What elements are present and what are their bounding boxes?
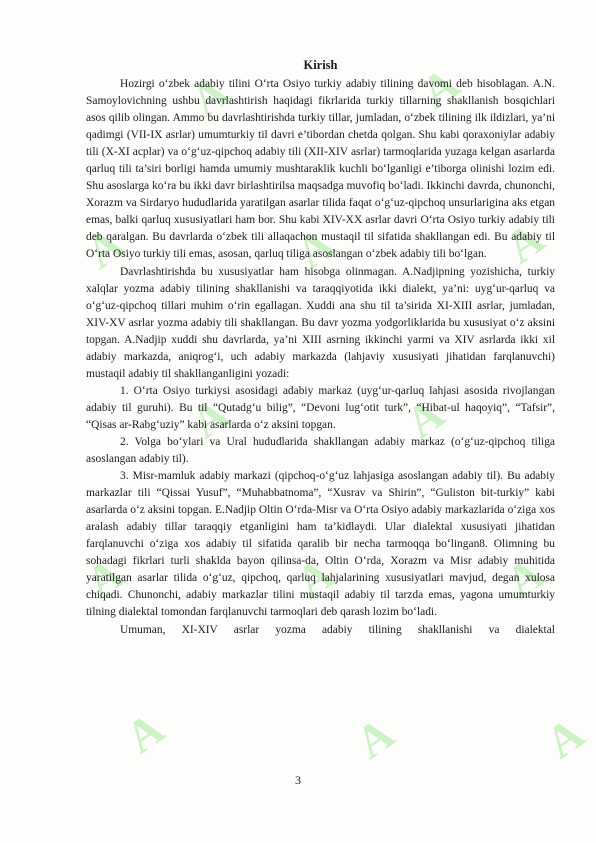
watermark-glyph: A <box>181 387 238 449</box>
page-number: 3 <box>295 773 301 787</box>
list-item: 2. Volga bo‘ylari va Ural hududlarida shakllangan adabiy markaz (o‘g‘uz-qipchoq tiliga asoslangan adabiy til). <box>86 435 555 466</box>
watermark-glyph: A <box>76 217 133 279</box>
watermark-glyph: A <box>76 547 133 609</box>
watermark-glyph: A <box>411 57 468 119</box>
page-title: Kirish <box>303 58 338 72</box>
paragraph: Hozirgi o‘zbek adabiy tilini O‘rta Osiyo turkiy adabiy tilining davomi deb hisoblagan. A.N. Samoylovichning ushbu davrlashtirish haqidagi fikrlarida turkiy tillarning shakllanish bosqichlari asos qilib olingan. Ammo bu davrlashtirishda turkiy tillar, jumladan, o‘zbek tilining ilk ildizlari, ya’ni qadimgi (VII-IX asrlar) umumturkiy til davri e’tibordan chetda qolgan. Shu kabi qoraxoniylar adabiy tili (X-XI acplar) va o‘g‘uz-qipchoq adabiy tili (XII-XIV asrlar) tarmoqlarida yuzaga kelgan asarlarda qarluq tili ta’siri borligi hamda umumiy mushtaraklik kuchli bo‘lganligi e’tiborga olinishi lozim edi. Shu asoslarga ko‘ra bu ikki davr birlashtirilsa maqsadga muvofiq bo‘ladi. Ikkinchi davrda, chunonchi, Xorazm va Sirdaryo hududlarida yaratilgan asarlar tilida faqat o‘g‘uz-qipchoq unsurlarigina aks etgan emas, balki qarluq xususiyatlari ham bor. Shu kabi XIV-XX asrlar davri O‘rta Osiyo turkiy adabiy tili deb qaralgan. Bu davrlarda o‘zbek tili allaqachon mustaqil til sifatida shakllangan edi. Bu adabiy til O‘rta Osiyo turkiy tili emas, asosan, qarluq tiliga asoslangan o‘zbek adabiy tili bo‘lgan. <box>86 78 555 261</box>
document-body <box>86 56 555 639</box>
list-item: 1. O‘rta Osiyo turkiysi asosidagi adabiy markaz (uyg‘ur-qarluq lahjasi asosida rivojlangan adabiy til guruhi). Bu til “Qutadg‘u bilig”, “Devoni lug‘otit turk”, “Hibat-ul haqoyiq”, “Tafsir”, “Qisas ar-Rabg‘uziy” kabi asarlarda o‘z aksini topgan. <box>86 384 555 431</box>
paragraph: Davrlashtirishda bu xususiyatlar ham hisobga olinmagan. A.Nadjipning yozishicha, turkiy xalqlar yozma adabiy tilining shakllanishi va taraqqiyotida ikki dialekt, ya’ni: uyg‘ur-qarluq va o‘g‘uz-qipchoq tillari muhim o‘rin egallagan. Xuddi ana shu til ta’sirida XI-XIII asrlar, jumladan, XIV-XV asrlar yozma adabiy tili shakllangan. Bu davr yozma yodgorliklarida bu xususiyat o‘z aksini topgan. A.Nadjip xuddi shu davrlarda, ya’ni XIII asrning ikkinchi yarmi va XIV asrlarda ikki xil adabiy markazda, aniqrog‘i, uch adabiy markazda (lahjaviy xususiyati jihatidan farqlanuvchi) mustaqil adabiy til shakllanganligini yozadi: <box>86 265 555 380</box>
watermark-glyph: A <box>286 547 343 609</box>
watermark-glyph: A <box>346 707 403 769</box>
watermark-glyph: A <box>536 707 593 769</box>
watermark-glyph: A <box>116 702 173 764</box>
watermark-glyph: A <box>286 217 343 279</box>
watermark-glyph: A <box>181 65 238 127</box>
list-item: 3. Misr-mamluk adabiy markazi (qipchoq-o‘g‘uz lahjasiga asoslangan adabiy til). Bu adabiy markazlar tili “Qissai Yusuf”, “Muhabbatnoma”, “Xusrav va Shirin”, “Guliston bit-turkiy” kabi asarlarda o‘z aksini topgan. E.Nadjip Oltin O‘rda-Misr va O‘rta Osiyo adabiy markazlarida o‘ziga xos aralash adabiy tillar taraqqiy etganligini ham ta’kidlaydi. Ular dialektal xususiyati jihatidan farqlanuvchi o‘ziga xos adabiy til sifatida qaralib bir necha tarmoqqa bo‘lingan8. Olimning bu sohadagi fikrlari turli shaklda bayon qilinsa-da, Oltin O‘rda, Xorazm va Misr adabiy muhitida yaratilgan asarlar tilida o‘g‘uz, qipchoq, qarluq lahjalarining xususiyatlari mavjud, degan xulosa chiqadi. Chunonchi, adabiy markazlar tilini mustaqil adabiy til tarzda emas, yagona umumturkiy tilning dialektal tomondan farqlanuvchi tarmoqlari deb qarash lozim bo‘ladi. <box>86 470 555 619</box>
watermark-glyph: A <box>396 387 453 449</box>
watermark-glyph: A <box>496 547 553 609</box>
watermark-glyph: A <box>496 212 553 274</box>
paragraph: Umuman, XI-XIV asrlar yozma adabiy tilining shakllanishi va dialektal <box>120 623 555 636</box>
